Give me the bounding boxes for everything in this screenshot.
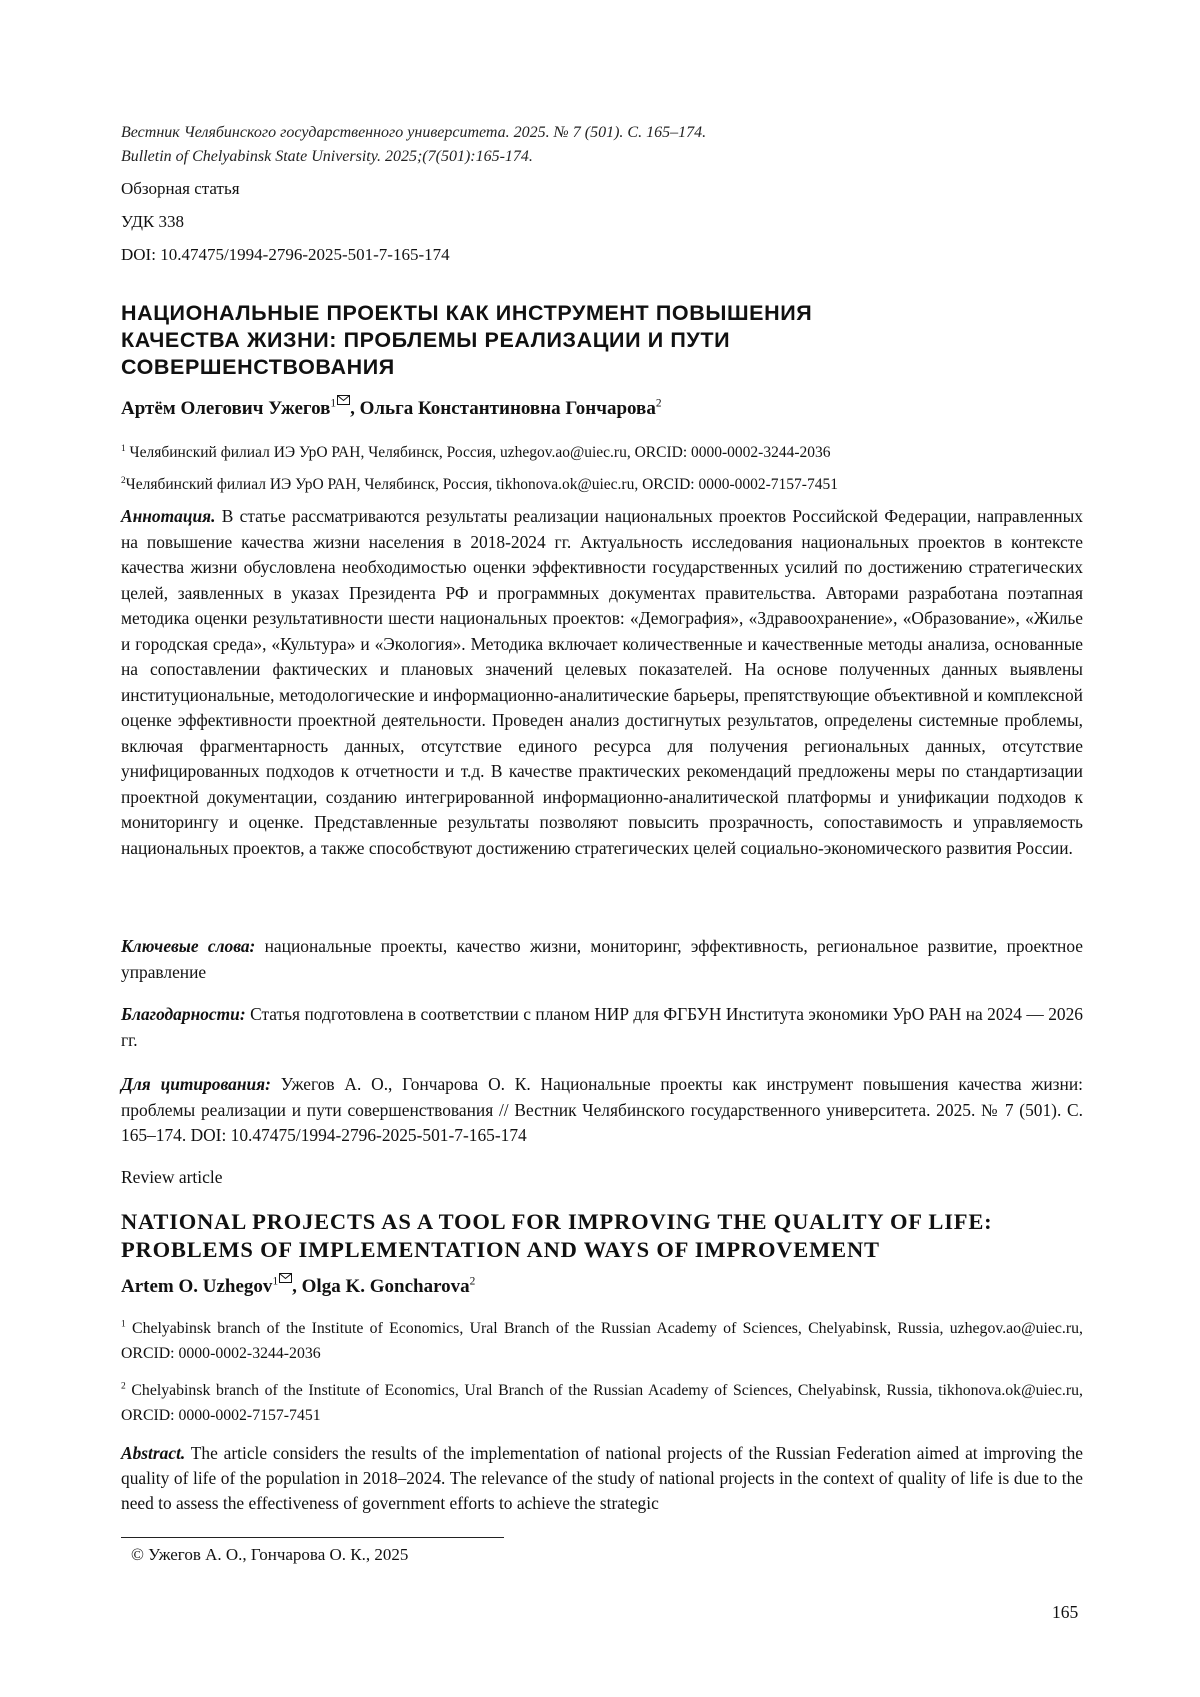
journal-citation-ru: Вестник Челябинского государственного университета. 2025. № 7 (501). С. 165–174. <box>121 124 707 141</box>
abstract-label: Аннотация. <box>121 506 216 526</box>
affiliation-text: Челябинский филиал ИЭ УрО РАН, Челябинск, Россия, tikhonova.ok@uiec.ru, ORCID: 0000-0002-7157-7451 <box>125 476 838 493</box>
affiliation-text: Chelyabinsk branch of the Institute of Economics, Ural Branch of the Russian Academy of Sciences, Chelyabinsk, Russia, tikhonova.ok@uiec.ru, ORCID: 0000-0002-7157-7451 <box>121 1382 1083 1424</box>
abstract-text: The article considers the results of the implementation of national projects of the Russian Federation aimed at improving the quality of life of the population in 2018–2024. The relevance of the study of national projects in the context of quality of life is due to the need to assess the effectiveness of government efforts to achieve the strategic <box>121 1443 1083 1513</box>
copyright-notice: © Ужегов А. О., Гончарова О. К., 2025 <box>131 1545 409 1564</box>
keywords-ru <box>121 934 1083 985</box>
doi: DOI: 10.47475/1994-2796-2025-501-7-165-174 <box>121 245 450 264</box>
citation-text: Ужегов А. О., Гончарова О. К. Национальные проекты как инструмент повышения качества жизни: проблемы реализации и пути совершенствования // Вестник Челябинского государственного университета. 2025. № 7 (501). С. 165–174. DOI: 10.47475/1994-2796-2025-501-7-165-174 <box>121 1074 1083 1145</box>
acknowledgements-text: Статья подготовлена в соответствии с планом НИР для ФГБУН Института экономики УрО РАН на 2024 — 2026 гг. <box>121 1004 1083 1050</box>
author-separator: , <box>292 1276 302 1297</box>
citation-ru <box>121 1072 1083 1149</box>
keywords-label: Ключевые слова: <box>121 936 256 956</box>
title-en <box>121 1208 1083 1264</box>
author-affiliation-number: 2 <box>469 1275 476 1288</box>
abstract-label: Abstract. <box>121 1443 186 1463</box>
author-name: Артём Олегович Ужегов <box>121 398 331 419</box>
journal-citation-en: Bulletin of Chelyabinsk State University. 2025;(7(501):165-174. <box>121 148 533 165</box>
udc-code: УДК 338 <box>121 212 185 231</box>
affiliation-en-2 <box>121 1378 1083 1428</box>
citation-label: Для цитирования: <box>121 1074 271 1094</box>
title-ru-line: КАЧЕСТВА ЖИЗНИ: ПРОБЛЕМЫ РЕАЛИЗАЦИИ И ПУТИ <box>121 328 731 352</box>
acknowledgements-label: Благодарности: <box>121 1004 246 1024</box>
affiliation-number: 1 <box>121 1319 126 1330</box>
email-icon <box>279 1273 292 1283</box>
abstract-ru <box>121 504 1083 861</box>
article-type-ru: Обзорная статья <box>121 179 240 198</box>
author-affiliation-number: 2 <box>655 397 662 410</box>
author-affiliation-number: 1 <box>330 397 337 410</box>
abstract-text: В статье рассматриваются результаты реализации национальных проектов Российской Федерации, направленных на повышение качества жизни населения в 2018-2024 гг. Актуальность исследования национальных проектов в контексте качества жизни обусловлена необходимостью оценки эффективности государственных усилий по достижению стратегических целей, заявленных в указах Президента РФ и программных документах правительства. Авторами разработана поэтапная методика оценки результативности шести национальных проектов: «Демография», «Здравоохранение», «Образование», «Жилье и городская среда», «Культура» и «Экология». Методика включает количественные и качественные методы анализа, основанные на сопоставлении фактических и плановых значений целевых показателей. На основе полученных данных выявлены институциональные, методологические и информационно-аналитические барьеры, препятствующие объективной и комплексной оценке эффективности проектной деятельности. Проведен анализ достигнутых результатов, определены системные проблемы, включая фрагментарность данных, отсутствие единого ресурса для получения региональных данных, отсутствие унифицированных подходов к отчетности и т.д. В качестве практических рекомендаций предложены меры по стандартизации проектной документации, созданию интегрированной информационно-аналитической платформы и унификации подходов к мониторингу и оценке. Представленные результаты позволяют повысить прозрачность, сопоставимость и управляемость национальных проектов, а также способствуют достижению стратегических целей социально-экономического развития России. <box>121 506 1083 858</box>
title-ru-line: СОВЕРШЕНСТВОВАНИЯ <box>121 355 395 379</box>
affiliation-ru-2 <box>121 474 1083 496</box>
article-meta <box>121 178 1083 277</box>
title-ru-line: НАЦИОНАЛЬНЫЕ ПРОЕКТЫ КАК ИНСТРУМЕНТ ПОВЫШЕНИЯ <box>121 301 813 325</box>
email-icon <box>337 395 350 405</box>
keywords-text: национальные проекты, качество жизни, мониторинг, эффективность, региональное развитие, проектное управление <box>121 936 1083 982</box>
abstract-en <box>121 1441 1083 1516</box>
authors-ru <box>121 395 1083 421</box>
acknowledgements-ru <box>121 1002 1083 1053</box>
journal-citation <box>121 121 1083 169</box>
author-affiliation-number: 1 <box>272 1275 279 1288</box>
affiliation-number: 2 <box>121 475 126 486</box>
author-name: Ольга Константиновна Гончарова <box>359 398 656 419</box>
affiliation-number: 1 <box>121 443 126 454</box>
article-type-en: Review article <box>121 1167 223 1187</box>
affiliation-en-1 <box>121 1316 1083 1366</box>
author-name: Artem O. Uzhegov <box>121 1276 273 1297</box>
affiliation-ru-1 <box>121 442 1083 464</box>
author-name: Olga K. Goncharova <box>301 1276 470 1297</box>
authors-en <box>121 1273 1083 1299</box>
title-en-line: NATIONAL PROJECTS AS A TOOL FOR IMPROVING THE QUALITY OF LIFE: <box>121 1209 993 1234</box>
page-number: 165 <box>1052 1602 1079 1622</box>
footnote-divider <box>121 1537 504 1538</box>
affiliation-text: Челябинский филиал ИЭ УрО РАН, Челябинск, Россия, uzhegov.ao@uiec.ru, ORCID: 0000-0002-3244-2036 <box>125 444 831 461</box>
title-ru <box>121 300 1083 381</box>
affiliation-number: 2 <box>121 1381 126 1392</box>
author-separator: , <box>350 398 360 419</box>
affiliation-text: Chelyabinsk branch of the Institute of Economics, Ural Branch of the Russian Academy of Sciences, Chelyabinsk, Russia, uzhegov.ao@uiec.ru, ORCID: 0000-0002-3244-2036 <box>121 1320 1083 1362</box>
title-en-line: PROBLEMS OF IMPLEMENTATION AND WAYS OF IMPROVEMENT <box>121 1237 880 1262</box>
